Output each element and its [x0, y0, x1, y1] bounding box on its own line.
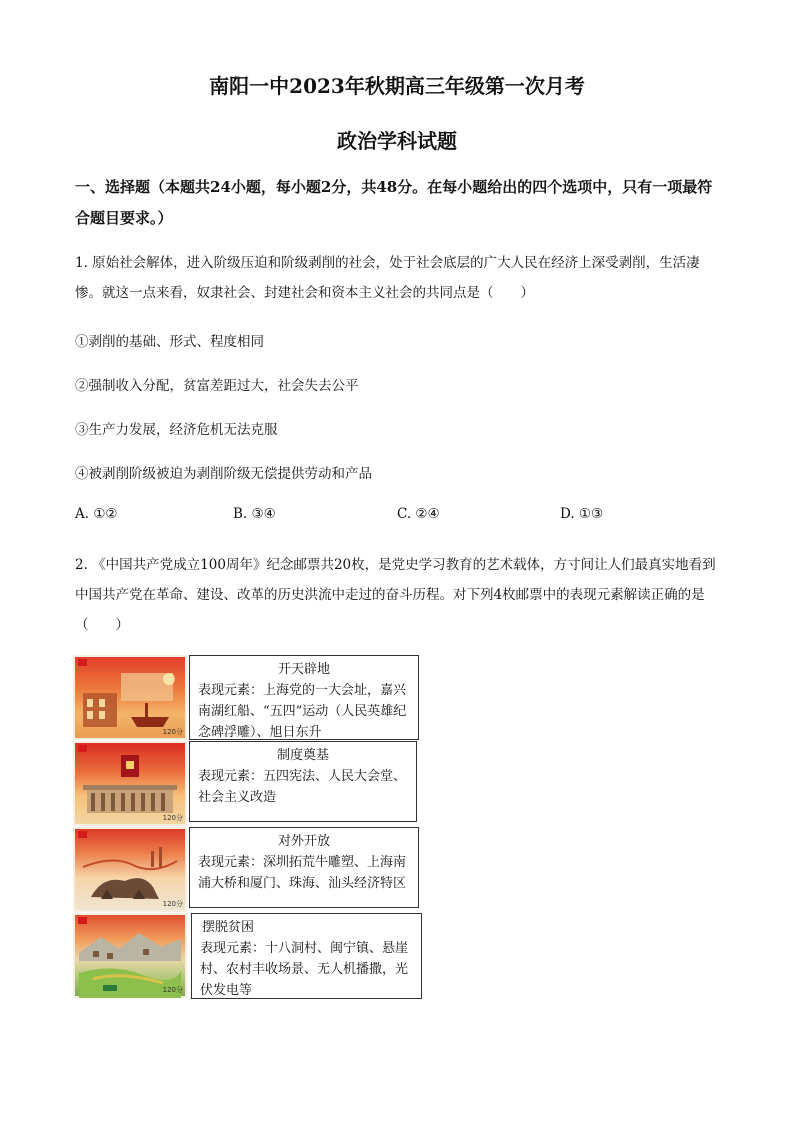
exam-subtitle: 政治学科试题: [337, 129, 457, 153]
stamp-elements: 表现元素：五四宪法、人民大会堂、社会主义改造: [198, 769, 407, 805]
stamp-title: 制度奠基: [276, 748, 329, 763]
stamp-elements: 表现元素：十八洞村、闽宁镇、悬崖村、农村丰收场景、无人机播撒，光伏发电等: [200, 941, 409, 998]
q1-option-b: B. ③④: [233, 506, 276, 522]
stamp-description-box: [191, 913, 422, 999]
stamp-title: 对外开放: [277, 834, 330, 849]
stamp-value: 120分: [162, 900, 183, 908]
stamp-image-baituo: [73, 913, 187, 998]
stamp-title: 摆脱贫困: [202, 920, 255, 935]
stamp-value: 120分: [162, 728, 183, 736]
stamp-description-box: [189, 827, 419, 908]
question-1-stem: 1. 原始社会解体，进入阶级压迫和阶级剥削的社会，处于社会底层的广大人民在经济上深受剥削，生活凄惨。就这一点来看，奴隶社会、封建社会和资本主义社会的共同点是（ ）: [75, 255, 700, 301]
stamp-description-box: [189, 655, 419, 740]
q1-item-2: ②强制收入分配，贫富差距过大，社会失去公平: [75, 378, 359, 394]
stamp-elements: 表现元素：深圳拓荒牛雕塑、上海南浦大桥和厦门、珠海、汕头经济特区: [198, 855, 407, 891]
section-heading: 一、选择题（本题共24小题，每小题2分，共48分。在每小题给出的四个选项中，只有一项最符合题目要求。）: [75, 178, 713, 227]
stamp-image-zhidu: [73, 741, 187, 826]
stamp-elements: 表现元素：上海党的一大会址，嘉兴南湖红船、“五四”运动（人民英雄纪念碑浮雕）、旭日东升: [198, 683, 407, 740]
q1-option-d: D. ①③: [560, 506, 604, 522]
q1-item-1: ①剥削的基础、形式、程度相同: [75, 334, 264, 350]
stamp-image-kaifang: [73, 827, 187, 912]
q1-option-a: A. ①②: [75, 506, 118, 522]
exam-title: 南阳一中2023年秋期高三年级第一次月考: [209, 74, 585, 98]
stamp-image-kaitian: [73, 655, 187, 740]
q1-option-c: C. ②④: [397, 506, 440, 522]
stamp-value: 120分: [162, 814, 183, 822]
q1-item-3: ③生产力发展，经济危机无法克服: [75, 422, 278, 438]
question-2-stem: 2. 《中国共产党成立100周年》纪念邮票共20枚，是党史学习教育的艺术载体，方寸间让人们最真实地看到中国共产党在革命、建设、改革的历史洪流中走过的奋斗历程。对下列4枚邮票中的表现元素解读正确的是（ ）: [75, 557, 716, 633]
stamp-description-box: [189, 741, 417, 822]
q1-item-4: ④被剥削阶级被迫为剥削阶级无偿提供劳动和产品: [75, 466, 372, 482]
stamp-value: 120分: [162, 986, 183, 994]
stamp-title: 开天辟地: [277, 662, 330, 677]
